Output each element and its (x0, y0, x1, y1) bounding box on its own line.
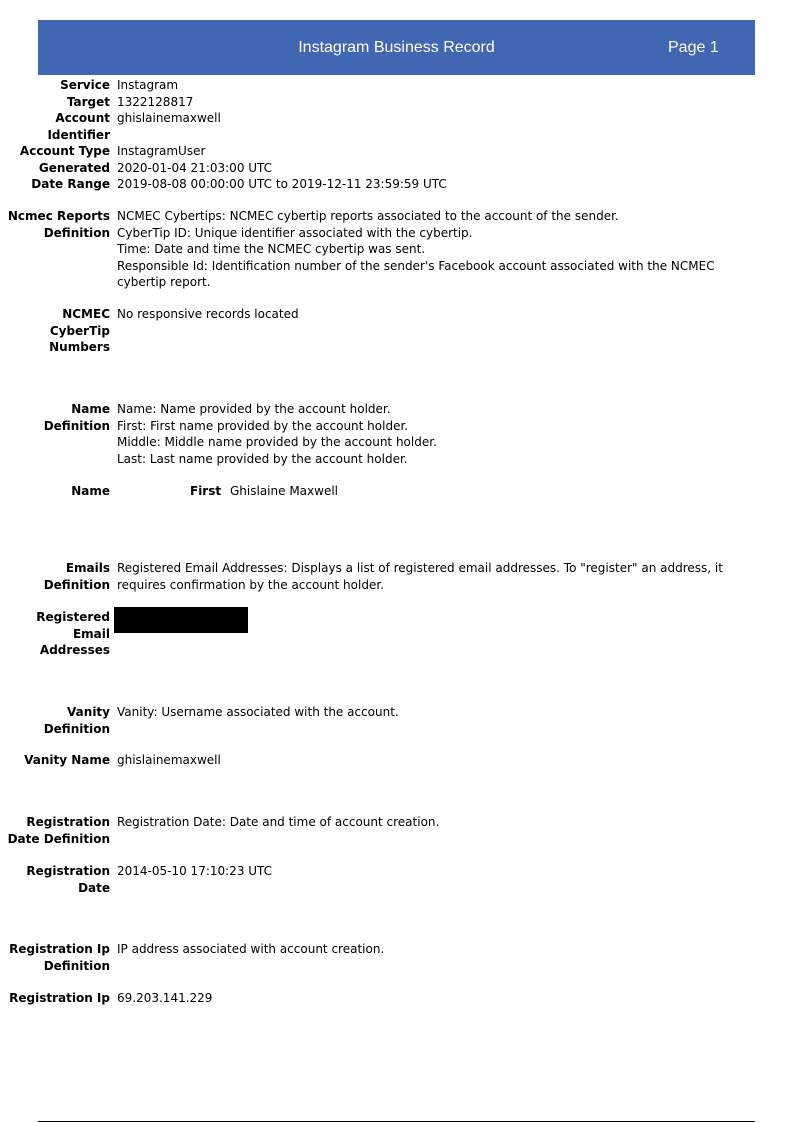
field-label: Account Type (19, 144, 110, 158)
field-value: 1322128817 (117, 94, 194, 109)
record-header (38, 20, 755, 75)
field-value: 2014-05-10 17:10:23 UTC (117, 864, 273, 878)
field-label: Date Range (31, 177, 110, 191)
field-value: InstagramUser (117, 144, 206, 158)
field-label: Account Identifier (47, 111, 110, 142)
field-label: Registration Date (26, 864, 110, 895)
field-value: NCMEC Cybertips: NCMEC cybertip reports associated to the account of the sender. CyberTip ID: Unique identifier associated with the cybertip. Time: Date and time the NCMEC cybertip was sent. Responsible Id: Identification number of the sender's Facebook account associated with the NCMEC cybertip report. (117, 209, 715, 289)
field-value: ghislainemaxwell (117, 111, 221, 125)
field-label: Name (71, 484, 110, 498)
field-label: NCMEC CyberTip Numbers (49, 307, 110, 354)
first-name-value: Ghislaine Maxwell (230, 484, 338, 498)
field-label: Registration Ip (9, 991, 110, 1005)
field-label: Generated (38, 160, 110, 175)
field-value: 2019-08-08 00:00:00 UTC to 2019-12-11 23:59:59 UTC (117, 177, 447, 191)
field-value: ghislainemaxwell (117, 753, 221, 767)
record-title: Instagram Business Record (298, 39, 495, 56)
field-value: Registration Date: Date and time of account creation. (117, 815, 440, 829)
field-label: Target (66, 94, 110, 109)
first-name-label: First (190, 484, 222, 498)
field-label: Registered Email Addresses (36, 610, 110, 657)
field-label: Vanity Definition (43, 705, 110, 736)
field-value: 69.203.141.229 (117, 991, 213, 1005)
footer-divider (38, 1121, 755, 1122)
field-label: Registration Date Definition (7, 815, 110, 846)
field-label: Service (60, 78, 110, 92)
page-number: Page 1 (668, 39, 719, 56)
field-value: Name: Name provided by the account holder. First: First name provided by the account holder. Middle: Middle name provided by the account holder. Last: Last name provided by the account holder. (117, 402, 437, 466)
field-value: Registered Email Addresses: Displays a list of registered email addresses. To "register" an address, it requires confirmation by the account holder. (117, 561, 723, 592)
field-label: Name Definition (43, 402, 110, 433)
field-value: No responsive records located (117, 307, 299, 321)
field-value: 2020-01-04 21:03:00 UTC (117, 160, 273, 175)
field-label: Vanity Name (24, 753, 110, 767)
redaction-box (114, 607, 248, 633)
field-label: Ncmec Reports Definition (7, 209, 110, 240)
field-label: Emails Definition (43, 561, 110, 592)
field-value: Vanity: Username associated with the account. (117, 705, 399, 719)
field-value: IP address associated with account creation. (117, 942, 385, 956)
field-label: Registration Ip Definition (9, 942, 110, 973)
field-value: Instagram (117, 78, 179, 92)
